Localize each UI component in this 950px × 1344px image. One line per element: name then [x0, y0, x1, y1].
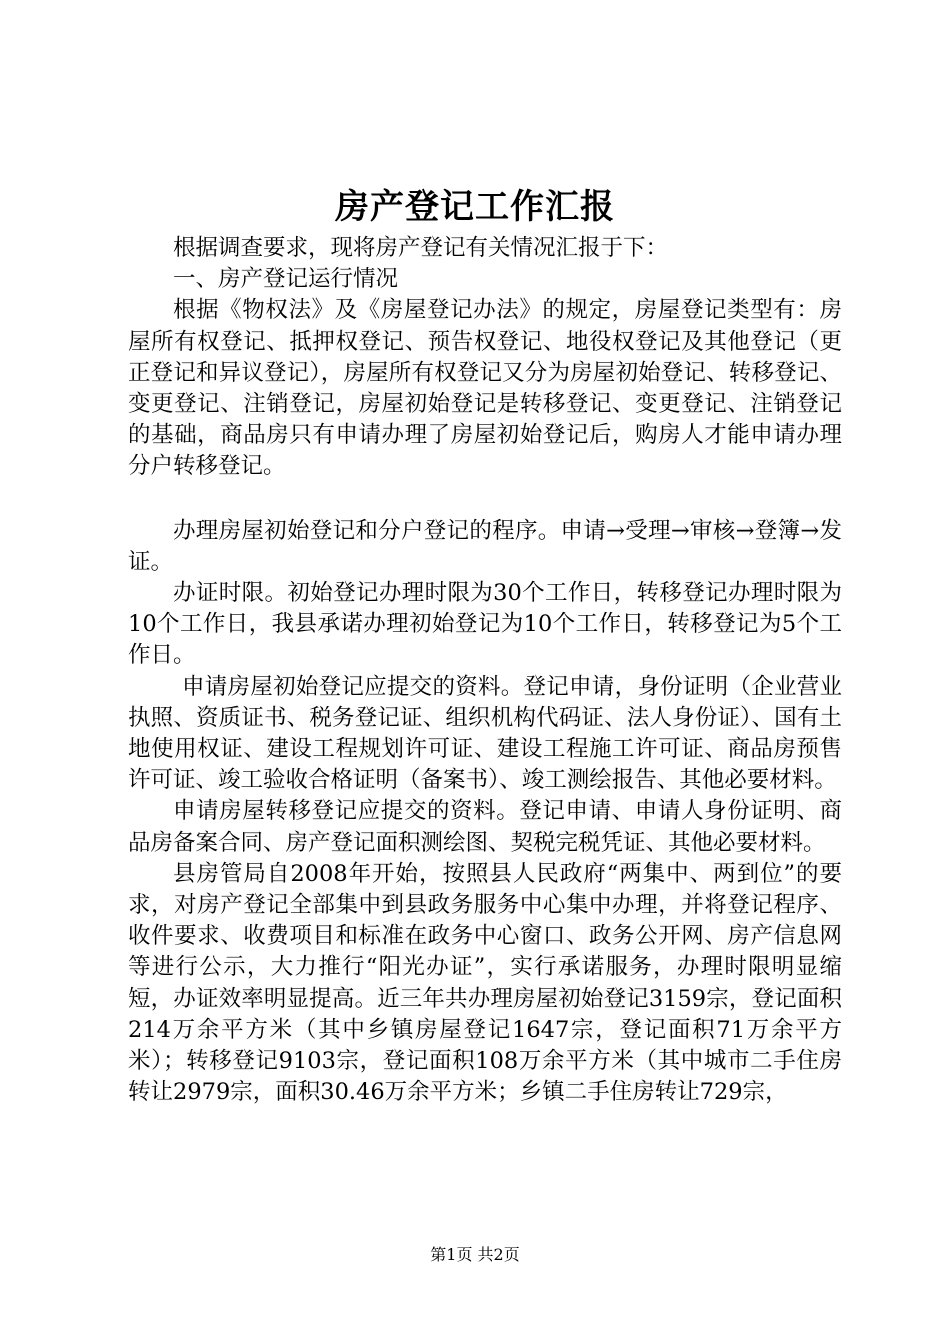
paragraph-registration-types: 根据《物权法》及《房屋登记办法》的规定，房屋登记类型有：房屋所有权登记、抵押权登记、预告权登记、地役权登记及其他登记（更正登记和异议登记），房屋所有权登记又分为房屋初始登记、转移登记、变更登记、注销登记，房屋初始登记是转移登记、变更登记、注销登记的基础，商品房只有申请办理了房屋初始登记后，购房人才能申请办理分户转移登记。 — [128, 297, 842, 480]
paragraph-transfer-materials: 申请房屋转移登记应提交的资料。登记申请、申请人身份证明、商品房备案合同、房产登记面积测绘图、契税完税凭证、其他必要材料。 — [128, 798, 842, 856]
paragraph-intro: 根据调查要求，现将房产登记有关情况汇报于下： — [173, 235, 669, 261]
document-body — [128, 233, 842, 1108]
paragraph-time-limit: 办证时限。初始登记办理时限为30个工作日，转移登记办理时限为10个工作日，我县承诺办理初始登记为10个工作日，转移登记为5个工作日。 — [128, 580, 842, 669]
document-title: 房产登记工作汇报 — [335, 187, 615, 227]
section-heading: 一、房产登记运行情况 — [173, 266, 399, 293]
paragraph-statistics: 县房管局自2008年开始，按照县人民政府“两集中、两到位”的要求，对房产登记全部集中到县政务服务中心集中办理，并将登记程序、收件要求、收费项目和标准在政务中心窗口、政务公开网、房产信息网等进行公示，大力推行“阳光办证”，实行承诺服务，办理时限明显缩短，办证效率明显提高。近三年共办理房屋初始登记3159宗，登记面积214万余平方米（其中乡镇房屋登记1647宗，登记面积71万余平方米）；转移登记9103宗，登记面积108万余平方米（其中城市二手住房转让2979宗，面积30.46万余平方米；乡镇二手住房转让729宗， — [128, 860, 842, 1106]
paragraph-procedure: 办理房屋初始登记和分户登记的程序。申请→受理→审核→登簿→发证。 — [128, 517, 842, 575]
paragraph-initial-materials: 申请房屋初始登记应提交的资料。登记申请，身份证明（企业营业执照、资质证书、税务登记证、组织机构代码证、法人身份证）、国有土地使用权证、建设工程规划许可证、建设工程施工许可证、商品房预售许可证、竣工验收合格证明（备案书）、竣工测绘报告、其他必要材料。 — [128, 673, 842, 794]
page-footer: 第1页 共2页 — [430, 1245, 520, 1264]
